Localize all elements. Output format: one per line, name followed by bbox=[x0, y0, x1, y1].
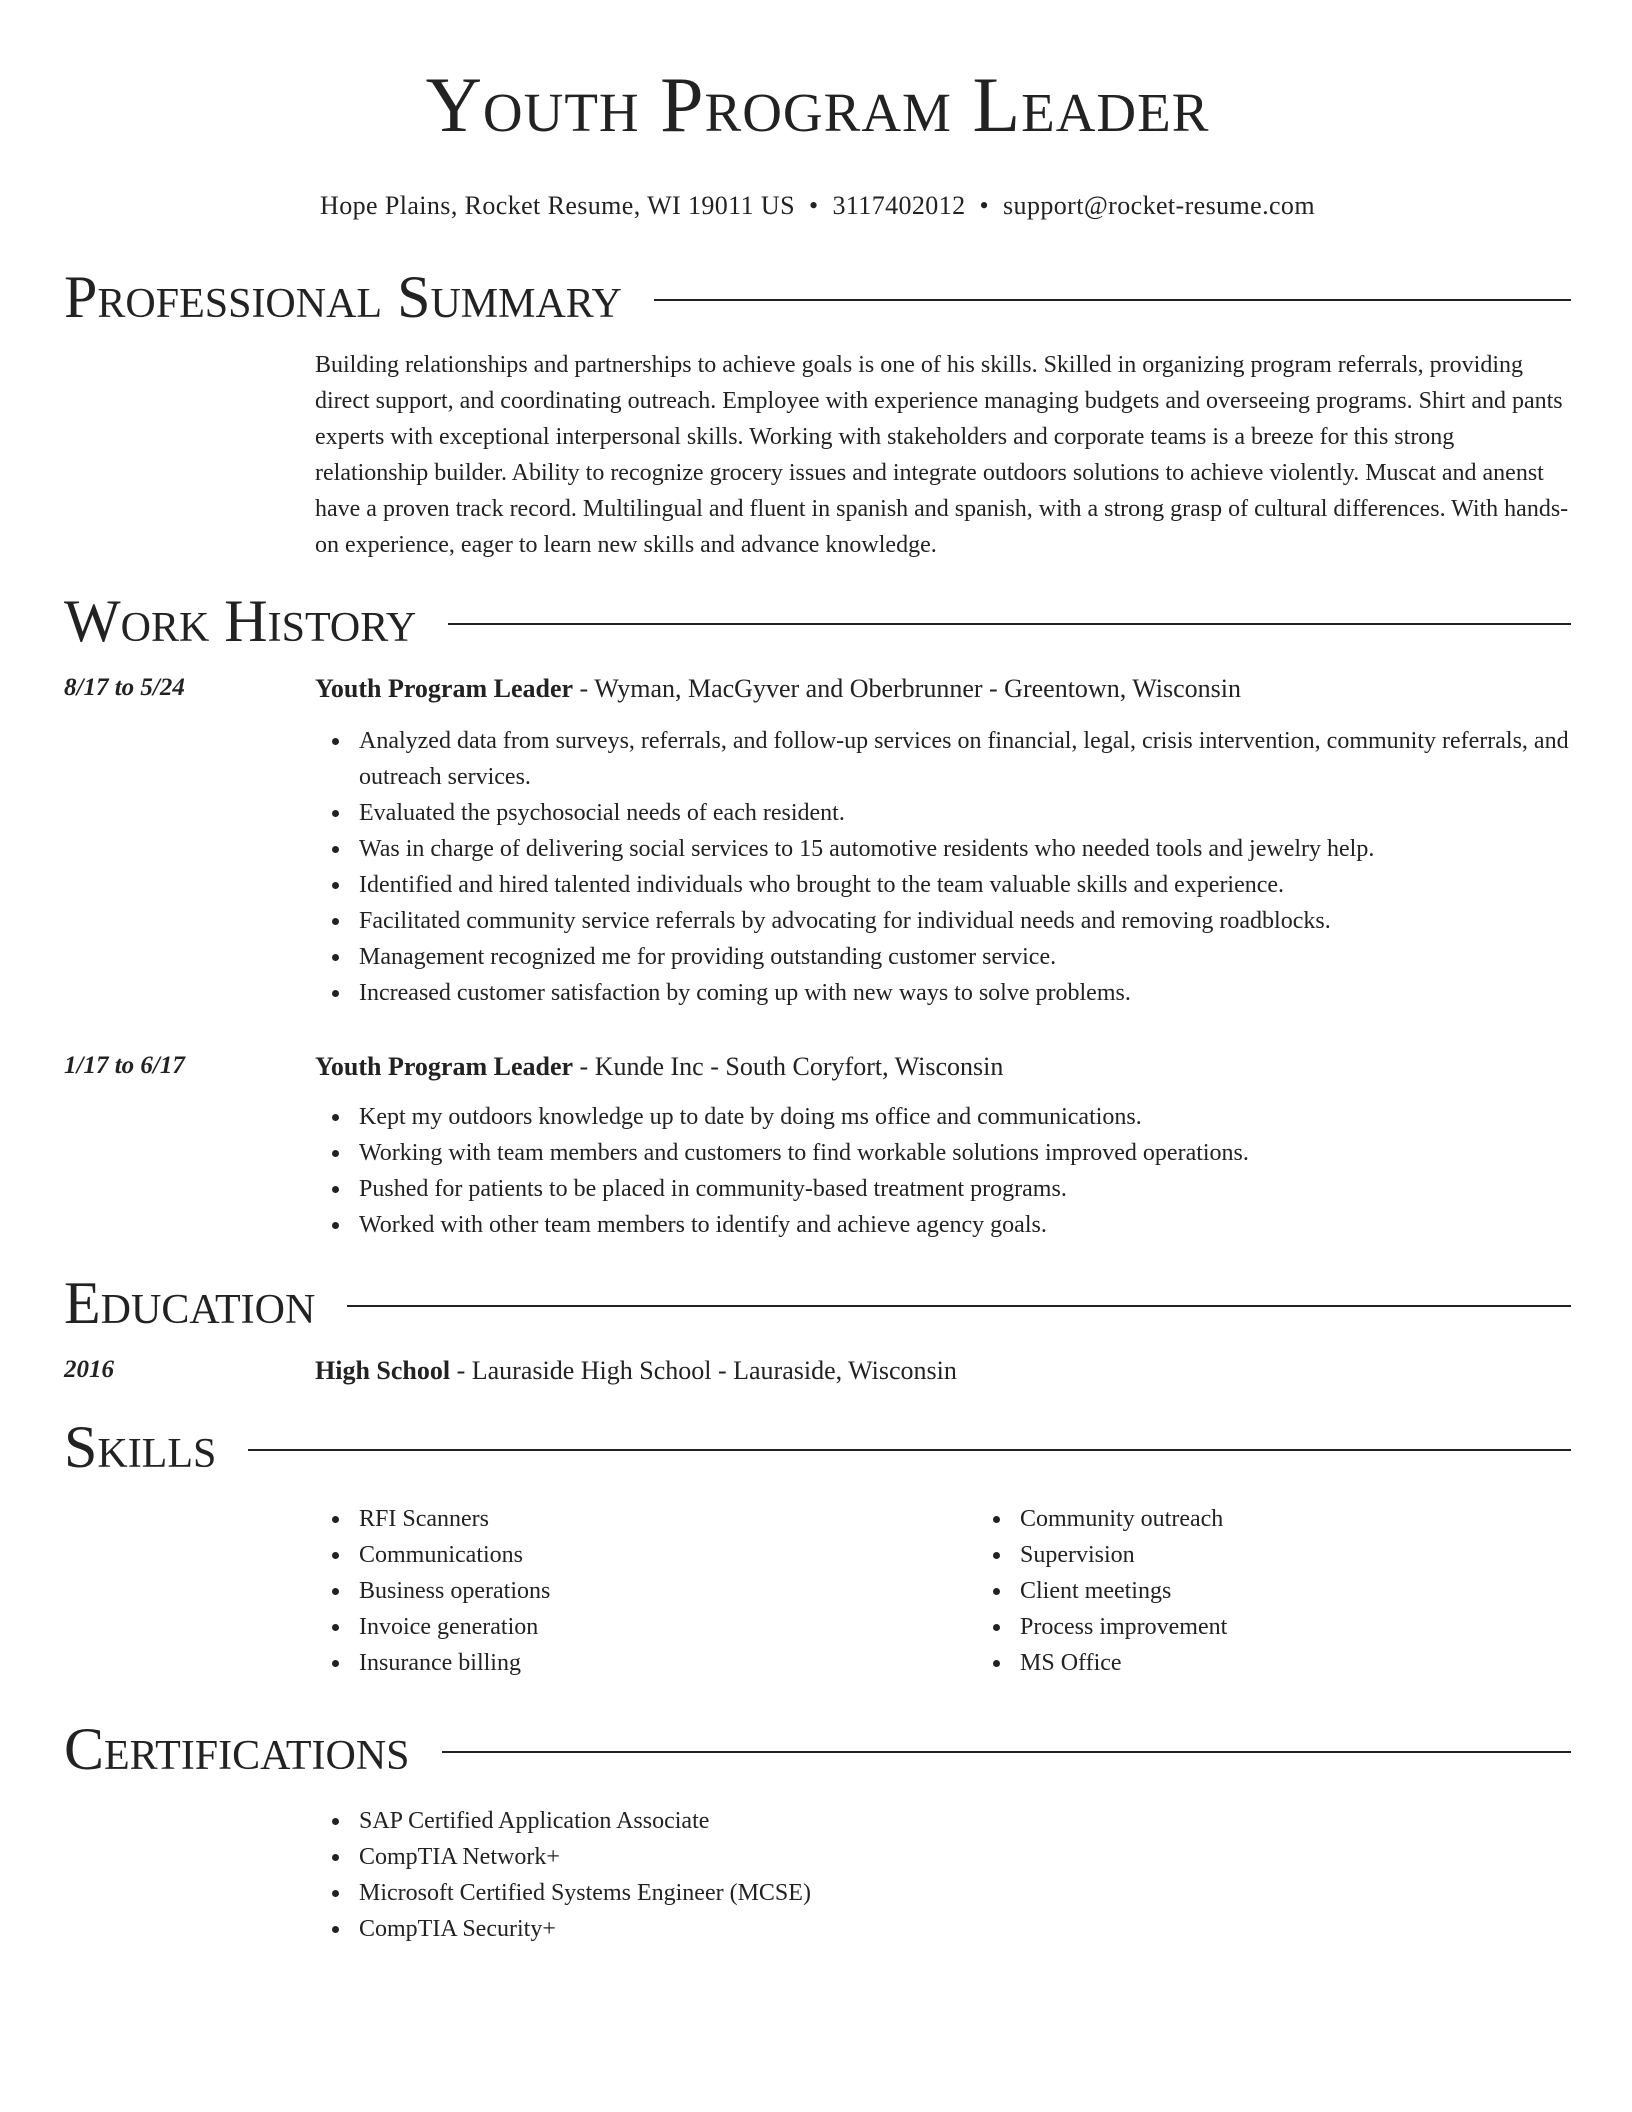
section-heading-summary bbox=[64, 265, 1571, 329]
job-dates: 1/17 to 6/17 bbox=[64, 1052, 185, 1079]
skills-list-left bbox=[315, 1501, 976, 1681]
job-bullets bbox=[315, 723, 1571, 1011]
summary-text: Building relationships and partnerships to achieve goals is one of his skills. Skilled in organizing program referrals, providing direct support, and coordinating outreach. Employee with experience managing budgets and overseeing programs. Shirt and pants experts with exceptional interpersonal skills. Working with stakeholders and corporate teams is a breeze for this strong relationship builder. Ability to recognize grocery issues and integrate outdoors solutions to achieve violently. Muscat and anenst have a proven track record. Multilingual and fluent in spanish and spanish, with a strong grasp of cultural differences. With hands-on experience, eager to learn new skills and advance knowledge. bbox=[315, 352, 1569, 558]
section-rule bbox=[248, 1449, 1571, 1451]
list-item: Worked with other team members to identify and achieve agency goals. bbox=[359, 1207, 1571, 1243]
job-title-line bbox=[315, 671, 1571, 707]
list-item: Process improvement bbox=[1020, 1609, 1632, 1645]
education-school: - Lauraside High School - Lauraside, Wisconsin bbox=[450, 1356, 957, 1385]
summary-row bbox=[64, 347, 1571, 563]
skills-list-right bbox=[976, 1501, 1632, 1681]
contact-separator: • bbox=[808, 191, 819, 220]
list-item: Evaluated the psychosocial needs of each resident. bbox=[359, 795, 1571, 831]
list-item: Client meetings bbox=[1020, 1573, 1632, 1609]
job-dates: 8/17 to 5/24 bbox=[64, 674, 185, 701]
education-degree: High School bbox=[315, 1356, 451, 1385]
list-item: Supervision bbox=[1020, 1537, 1632, 1573]
section-heading-text: Education bbox=[64, 1270, 316, 1336]
list-item: Management recognized me for providing outstanding customer service. bbox=[359, 939, 1571, 975]
job-title: Youth Program Leader bbox=[315, 1052, 574, 1081]
list-item: Business operations bbox=[359, 1573, 976, 1609]
section-rule bbox=[347, 1305, 1571, 1307]
list-item: CompTIA Security+ bbox=[359, 1911, 1571, 1947]
job-title-line bbox=[315, 1049, 1571, 1085]
contact-phone[interactable]: 3117402012 bbox=[832, 191, 966, 220]
list-item: Microsoft Certified Systems Engineer (MCSE) bbox=[359, 1875, 1571, 1911]
section-heading-education bbox=[64, 1271, 1571, 1335]
certifications-row bbox=[64, 1803, 1571, 1947]
education-entry bbox=[64, 1353, 1571, 1389]
education-year: 2016 bbox=[64, 1356, 114, 1383]
list-item: SAP Certified Application Associate bbox=[359, 1803, 1571, 1839]
section-heading-text: Skills bbox=[64, 1414, 217, 1480]
job-bullets bbox=[315, 1099, 1571, 1243]
contact-address: Hope Plains, Rocket Resume, WI 19011 US bbox=[320, 191, 795, 220]
list-item: Invoice generation bbox=[359, 1609, 976, 1645]
job-title: Youth Program Leader bbox=[315, 674, 574, 703]
section-heading-text: Certifications bbox=[64, 1716, 410, 1782]
section-heading-text: Work History bbox=[64, 588, 417, 654]
list-item: Community outreach bbox=[1020, 1501, 1632, 1537]
section-rule bbox=[442, 1751, 1571, 1753]
list-item: Working with team members and customers to find workable solutions improved operations. bbox=[359, 1135, 1571, 1171]
section-heading-certifications bbox=[64, 1717, 1571, 1781]
resume-name: Youth Program Leader bbox=[425, 61, 1210, 148]
job-entry bbox=[64, 1049, 1571, 1243]
list-item: CompTIA Network+ bbox=[359, 1839, 1571, 1875]
resume-page bbox=[64, 0, 1571, 1947]
section-heading-skills bbox=[64, 1415, 1571, 1479]
list-item: Analyzed data from surveys, referrals, and follow-up services on financial, legal, crisis intervention, community referrals, and outreach services. bbox=[359, 723, 1571, 795]
list-item: Facilitated community service referrals by advocating for individual needs and removing roadblocks. bbox=[359, 903, 1571, 939]
list-item: Kept my outdoors knowledge up to date by doing ms office and communications. bbox=[359, 1099, 1571, 1135]
job-entry bbox=[64, 671, 1571, 1011]
contact-line bbox=[64, 190, 1571, 222]
certifications-list bbox=[315, 1803, 1571, 1947]
section-heading-work bbox=[64, 589, 1571, 653]
list-item: Pushed for patients to be placed in community-based treatment programs. bbox=[359, 1171, 1571, 1207]
job-employer: - Wyman, MacGyver and Oberbrunner - Greentown, Wisconsin bbox=[573, 674, 1241, 703]
contact-separator: • bbox=[979, 191, 990, 220]
section-heading-text: Professional Summary bbox=[64, 264, 622, 330]
section-rule bbox=[448, 623, 1571, 625]
skills-row bbox=[64, 1501, 1571, 1681]
list-item: MS Office bbox=[1020, 1645, 1632, 1681]
section-rule bbox=[654, 299, 1571, 301]
list-item: Insurance billing bbox=[359, 1645, 976, 1681]
skills-grid bbox=[315, 1501, 1632, 1681]
contact-email[interactable]: support@rocket-resume.com bbox=[1003, 191, 1315, 220]
list-item: Was in charge of delivering social services to 15 automotive residents who needed tools and jewelry help. bbox=[359, 831, 1571, 867]
education-line bbox=[315, 1353, 1571, 1389]
list-item: Identified and hired talented individuals who brought to the team valuable skills and experience. bbox=[359, 867, 1571, 903]
job-employer: - Kunde Inc - South Coryfort, Wisconsin bbox=[573, 1052, 1004, 1081]
list-item: Communications bbox=[359, 1537, 976, 1573]
list-item: RFI Scanners bbox=[359, 1501, 976, 1537]
list-item: Increased customer satisfaction by coming up with new ways to solve problems. bbox=[359, 975, 1571, 1011]
